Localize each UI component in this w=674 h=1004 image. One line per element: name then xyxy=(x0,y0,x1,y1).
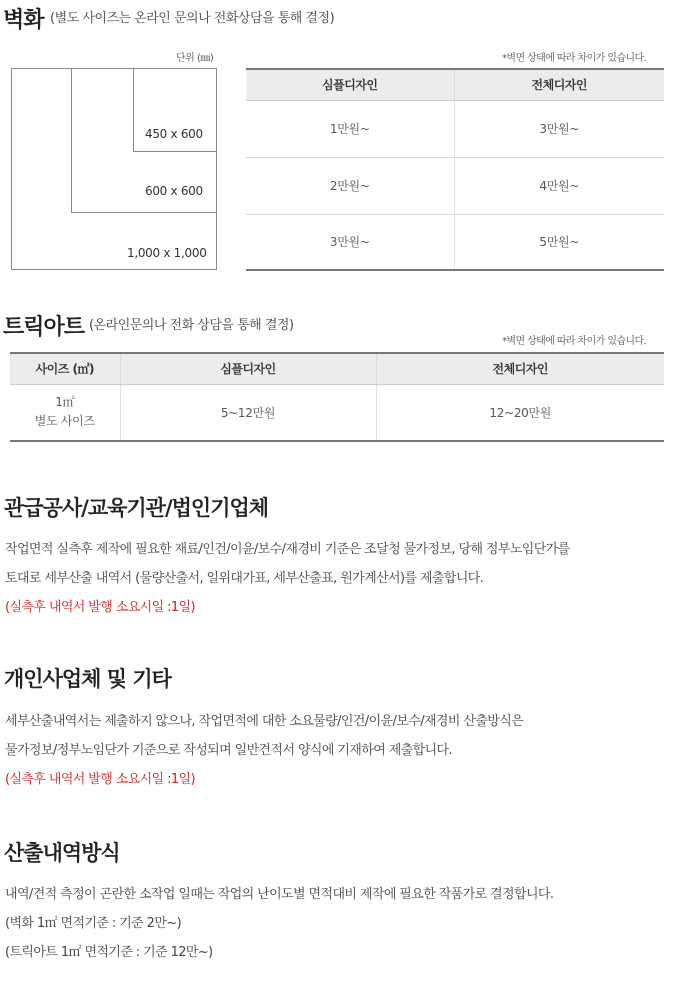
size-custom: 별도 사이즈 xyxy=(34,414,95,429)
table-row xyxy=(246,214,664,270)
price-cell: 1만원~ xyxy=(246,100,454,157)
private-red-note: (실측후 내역서 발행 소요시일 :1일) xyxy=(5,772,195,787)
col-header-size: 사이즈 (㎡) xyxy=(10,353,120,384)
wall-price-table xyxy=(246,68,664,271)
method-line-1: 내역/견적 측정이 곤란한 소작업 일때는 작업의 난이도별 면적대비 제작에 필요한 작품가로 결정합니다. xyxy=(5,887,554,902)
wall-note: *벽면 상태에 따라 차이가 있습니다. xyxy=(502,53,647,64)
public-red-note: (실측후 내역서 발행 소요시일 :1일) xyxy=(5,600,195,615)
private-title: 개인사업체 및 기타 xyxy=(4,667,171,691)
size-label-small: 450 x 600 xyxy=(145,127,203,141)
trick-subtitle: (온라인문의나 전화 상담을 통해 결정) xyxy=(89,318,294,333)
table-row xyxy=(246,157,664,214)
price-cell: 5~12만원 xyxy=(120,384,376,441)
col-header-full: 전체디자인 xyxy=(454,69,664,100)
col-header-simple: 심플디자인 xyxy=(246,69,454,100)
price-cell: 5만원~ xyxy=(454,214,664,270)
public-title: 관급공사/교육기관/법인기업체 xyxy=(4,496,269,520)
public-line-2: 토대로 세부산출 내역서 (물량산출서, 일위대가표, 세부산출표, 원가계산서)를 제출합니다. xyxy=(5,571,484,586)
wall-subtitle: (별도 사이즈는 온라인 문의나 전화상담을 통해 결정) xyxy=(50,11,335,26)
table-row xyxy=(246,100,664,157)
size-value: 1㎡ xyxy=(55,395,75,410)
trick-title: 트릭아트 xyxy=(3,315,85,340)
size-label-medium: 600 x 600 xyxy=(145,184,203,198)
method-title: 산출내역방식 xyxy=(4,841,120,865)
price-cell: 3만원~ xyxy=(454,100,664,157)
price-cell: 4만원~ xyxy=(454,157,664,214)
size-cell xyxy=(10,384,120,441)
price-cell: 3만원~ xyxy=(246,214,454,270)
col-header-simple: 심플디자인 xyxy=(120,353,376,384)
size-label-large: 1,000 x 1,000 xyxy=(127,246,207,260)
private-line-1: 세부산출내역서는 제출하지 않으나, 작업면적에 대한 소요물량/인건/이윤/보수/재경비 산출방식은 xyxy=(5,714,524,729)
table-row xyxy=(10,384,664,441)
col-header-full: 전체디자인 xyxy=(376,353,664,384)
trick-note: *벽면 상태에 따라 차이가 있습니다. xyxy=(502,336,647,347)
price-cell: 12~20만원 xyxy=(376,384,664,441)
public-line-1: 작업면적 실측후 제작에 필요한 재료/인건/이윤/보수/재경비 기준은 조달청 물가정보, 당해 정부노임단가를 xyxy=(5,542,570,557)
method-line-3: (트릭아트 1㎡ 면적기준 : 기준 12만~) xyxy=(5,945,213,960)
method-line-2: (벽화 1㎡ 면적기준 : 기준 2만~) xyxy=(5,916,182,931)
unit-label: 단위 (㎜) xyxy=(176,53,214,64)
private-line-2: 물가정보/정부노임단가 기준으로 작성되며 일반견적서 양식에 기재하여 제출합니다. xyxy=(5,743,453,758)
wall-title: 벽화 xyxy=(3,8,44,33)
price-cell: 2만원~ xyxy=(246,157,454,214)
trick-price-table xyxy=(10,352,664,442)
